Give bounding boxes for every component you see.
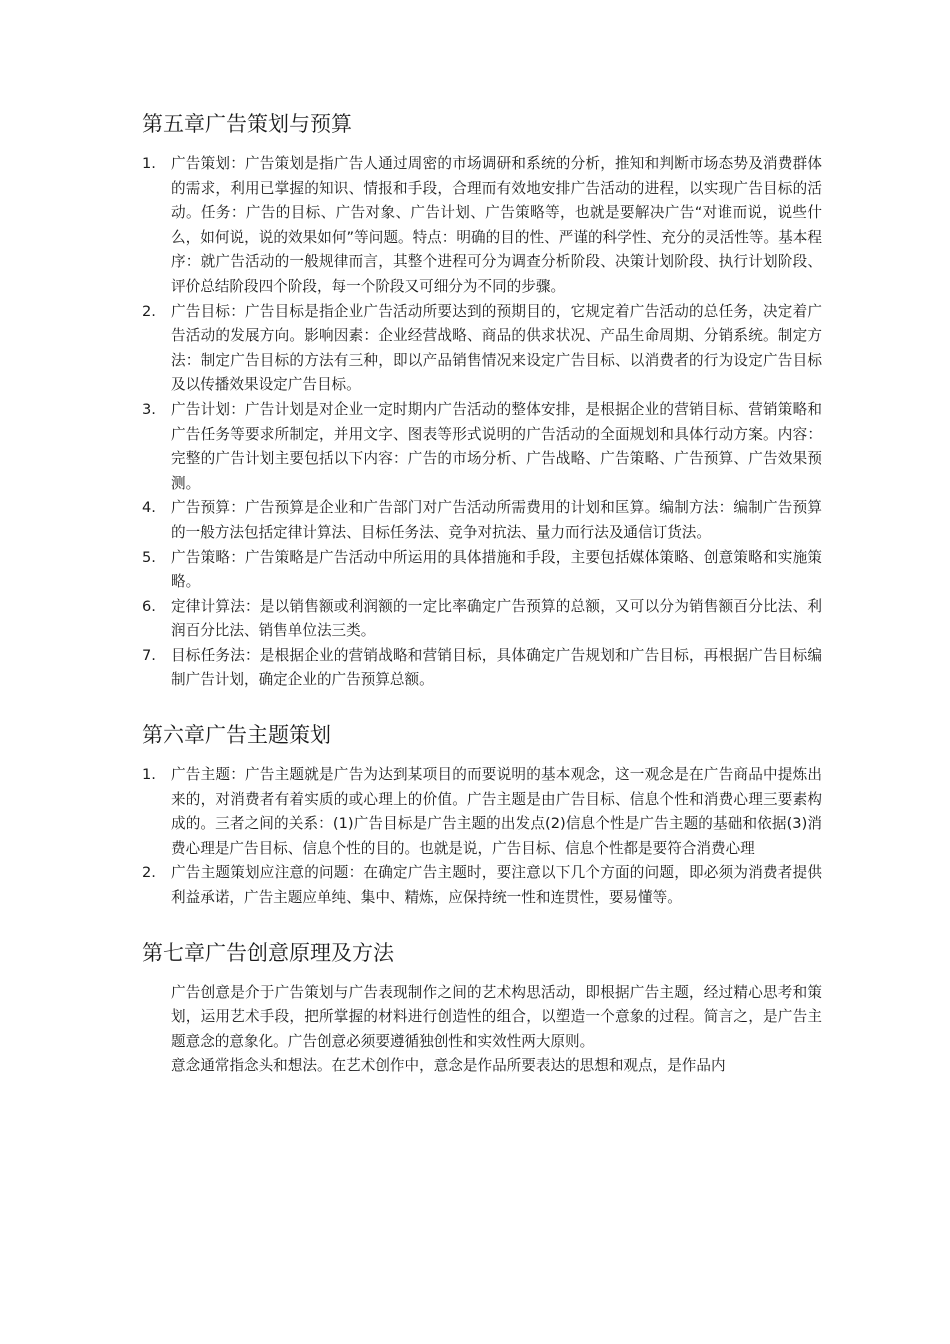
- item-text: 广告计划：广告计划是对企业一定时期内广告活动的整体安排，是根据企业的营销目标、营销策略和广告任务等要求所制定，并用文字、图表等形式说明的广告活动的全面规划和具体行动方案。内容：完整的广告计划主要包括以下内容：广告的市场分析、广告战略、广告策略、广告预算、广告效果预测。: [171, 400, 822, 492]
- item-text: 广告主题策划应注意的问题：在确定广告主题时，要注意以下几个方面的问题，即必须为消费者提供利益承诺，广告主题应单纯、集中、精炼，应保持统一性和连贯性，要易懂等。: [171, 864, 822, 907]
- item-number: 7.: [142, 646, 156, 664]
- item-text: 定律计算法：是以销售额或利润额的一定比率确定广告预算的总额，又可以分为销售额百分比法、利润百分比法、销售单位法三类。: [171, 597, 822, 640]
- list-item: [142, 398, 822, 496]
- chapter-title: 第六章广告主题策划: [142, 723, 331, 748]
- numbered-list: [142, 763, 822, 911]
- item-text: 广告策划：广告策划是指广告人通过周密的市场调研和系统的分析，推知和判断市场态势及消费群体的需求，利用已掌握的知识、情报和手段，合理而有效地安排广告活动的进程，以实现广告目标的活动。任务：广告的目标、广告对象、广告计划、广告策略等，也就是要解决广告“对谁而说，说些什么，如何说，说的效果如何”等问题。特点：明确的目的性、严谨的科学性、充分的灵活性等。基本程序：就广告活动的一般规律而言，其整个进程可分为调查分析阶段、决策计划阶段、执行计划阶段、评价总结阶段四个阶段，每一个阶段又可细分为不同的步骤。: [171, 155, 822, 295]
- list-item: [142, 496, 822, 545]
- item-number: 2.: [142, 302, 156, 320]
- chapter-title: 第七章广告创意原理及方法: [142, 940, 394, 965]
- item-number: 5.: [142, 548, 156, 566]
- paragraph: 广告创意是介于广告策划与广告表现制作之间的艺术构思活动，即根据广告主题，经过精心思考和策划，运用艺术手段，把所掌握的材料进行创造性的组合，以塑造一个意象的过程。简言之，是广告主题意念的意象化。广告创意必须要遵循独创性和实效性两大原则。: [171, 983, 822, 1050]
- list-item: [142, 152, 822, 300]
- item-text: 目标任务法：是根据企业的营销战略和营销目标，具体确定广告规划和广告目标，再根据广告目标编制广告计划，确定企业的广告预算总额。: [171, 646, 822, 689]
- chapter-6-section: [142, 719, 822, 911]
- list-item: [142, 861, 822, 910]
- item-number: 1.: [142, 155, 156, 172]
- item-number: 3.: [142, 400, 156, 418]
- chapter-7-section: [142, 937, 822, 1079]
- item-number: 2.: [142, 864, 156, 882]
- list-item: [142, 595, 822, 644]
- item-number: 1.: [142, 766, 156, 784]
- numbered-list: [142, 152, 822, 693]
- list-item: [142, 763, 822, 861]
- list-item: [142, 546, 822, 595]
- item-text: 广告主题：广告主题就是广告为达到某项目的而要说明的基本观念，这一观念是在广告商品中提炼出来的，对消费者有着实质的或心理上的价值。广告主题是由广告目标、信息个性和消费心理三要素构成的。三者之间的关系：(1)广告目标是广告主题的出发点(2)信息个性是广告主题的基础和依据(3)消费心理是广告目标、信息个性的目的。也就是说，广告目标、信息个性都是要符合消费心理: [171, 766, 822, 857]
- list-item: [142, 644, 822, 693]
- paragraph: 意念通常指念头和想法。在艺术创作中，意念是作品所要表达的思想和观点，是作品内: [171, 1057, 726, 1075]
- chapter-5-section: [142, 108, 822, 693]
- item-number: 6.: [142, 597, 156, 615]
- item-text: 广告目标：广告目标是指企业广告活动所要达到的预期目的，它规定着广告活动的总任务，决定着广告活动的发展方向。影响因素：企业经营战略、商品的供求状况、产品生命周期、分销系统。制定方法：制定广告目标的方法有三种，即以产品销售情况来设定广告目标、以消费者的行为设定广告目标及以传播效果设定广告目标。: [171, 302, 822, 394]
- item-text: 广告策略：广告策略是广告活动中所运用的具体措施和手段，主要包括媒体策略、创意策略和实施策略。: [171, 548, 822, 591]
- item-text: 广告预算：广告预算是企业和广告部门对广告活动所需费用的计划和匡算。编制方法：编制广告预算的一般方法包括定律计算法、目标任务法、竞争对抗法、量力而行法及通信订货法。: [171, 499, 822, 541]
- list-item: [142, 300, 822, 398]
- item-number: 4.: [142, 499, 156, 517]
- document-content: [142, 108, 822, 1105]
- chapter-title: 第五章广告策划与预算: [142, 112, 352, 136]
